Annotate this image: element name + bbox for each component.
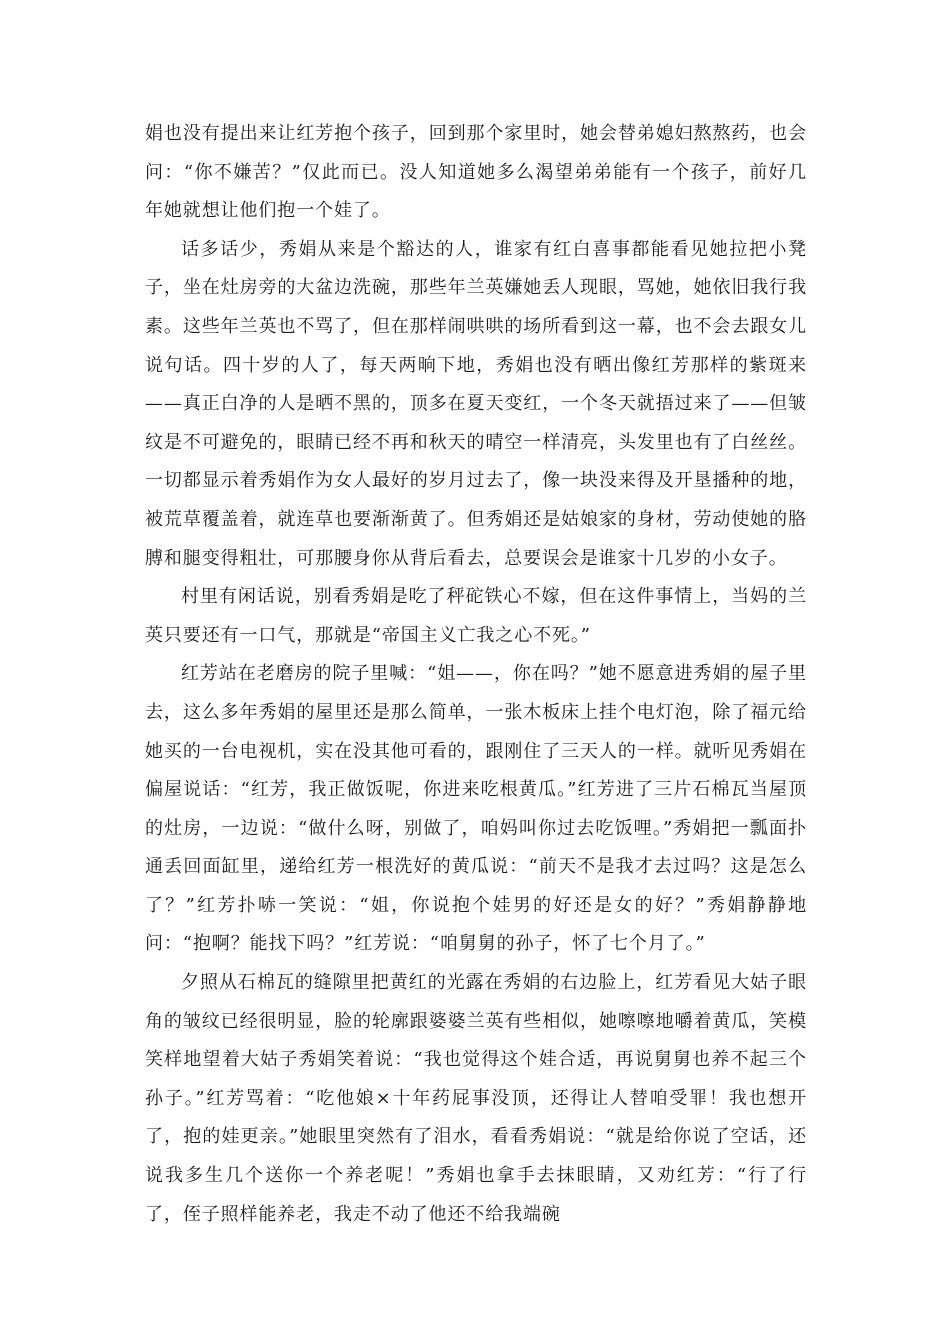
- paragraph: 村里有闲话说，别看秀娟是吃了秤砣铁心不嫁，但在这件事情上，当妈的兰英只要还有一口气，那就是“帝国主义亡我之心不死。”: [145, 586, 807, 646]
- paragraph: 话多话少，秀娟从来是个豁达的人，谁家有红白喜事都能看见她拉把小凳子，坐在灶房旁的大盆边洗碗，那些年兰英嫌她丢人现眼，骂她，她依旧我行我素。这些年兰英也不骂了，但在那样闹哄哄的场所看到这一幕，也不会去跟女儿说句话。四十岁的人了，每天两晌下地，秀娟也没有晒出像红芳那样的紫斑来——真正白净的人是晒不黑的，顶多在夏天变红，一个冬天就捂过来了——但皱纹是不可避免的，眼睛已经不再和秋天的晴空一样清亮，头发里也有了白丝丝。一切都显示着秀娟作为女人最好的岁月过去了，像一块没来得及开垦播种的地，被荒草覆盖着，就连草也要渐渐黄了。但秀娟还是姑娘家的身材，劳动使她的胳膊和腿变得粗壮，可那腰身你从背后看去，总要误会是谁家十几岁的小女子。: [145, 238, 807, 569]
- paragraph: 夕照从石棉瓦的缝隙里把黄红的光露在秀娟的右边脸上，红芳看见大姑子眼角的皱纹已经很明显，脸的轮廓跟婆婆兰英有些相似，她嚓嚓地嚼着黄瓜，笑模笑样地望着大姑子秀娟笑着说：“我也觉得这个娃合适，再说舅舅也养不起三个孙子。”红芳骂着：“吃他娘×十年药屁事没顶，还得让人替咱受罪！我也想开了，抱的娃更亲。”她眼里突然有了泪水，看看秀娟说：“就是给你说了空话，还说我多生几个送你一个养老呢！”秀娟也拿手去抹眼睛，又劝红芳：“行了行了，侄子照样能养老，我走不动了他还不给我端碗: [145, 972, 807, 1225]
- paragraph: 红芳站在老磨房的院子里喊：“姐——，你在吗？”她不愿意进秀娟的屋子里去，这么多年秀娟的屋里还是那么简单，一张木板床上挂个电灯泡，除了福元给她买的一台电视机，实在没其他可看的，跟刚住了三天人的一样。就听见秀娟在偏屋说话：“红芳，我正做饭呢，你进来吃根黄瓜。”红芳进了三片石棉瓦当屋顶的灶房，一边说：“做什么呀，别做了，咱妈叫你过去吃饭哩。”秀娟把一瓢面扑通丢回面缸里，递给红芳一根洗好的黄瓜说：“前天不是我才去过吗？这是怎么了？”红芳扑哧一笑说：“姐，你说抱个娃男的好还是女的好？”秀娟静静地问：“抱啊？能找下吗？”红芳说：“咱舅舅的孙子，怀了七个月了。”: [145, 663, 807, 955]
- paragraph-continued: 娟也没有提出来让红芳抱个孩子，回到那个家里时，她会替弟媳妇熬熬药，也会问：“你不嫌苦？”仅此而已。没人知道她多么渴望弟弟能有一个孩子，前好几年她就想让他们抱一个娃了。: [145, 123, 807, 222]
- body-text: [145, 115, 807, 1234]
